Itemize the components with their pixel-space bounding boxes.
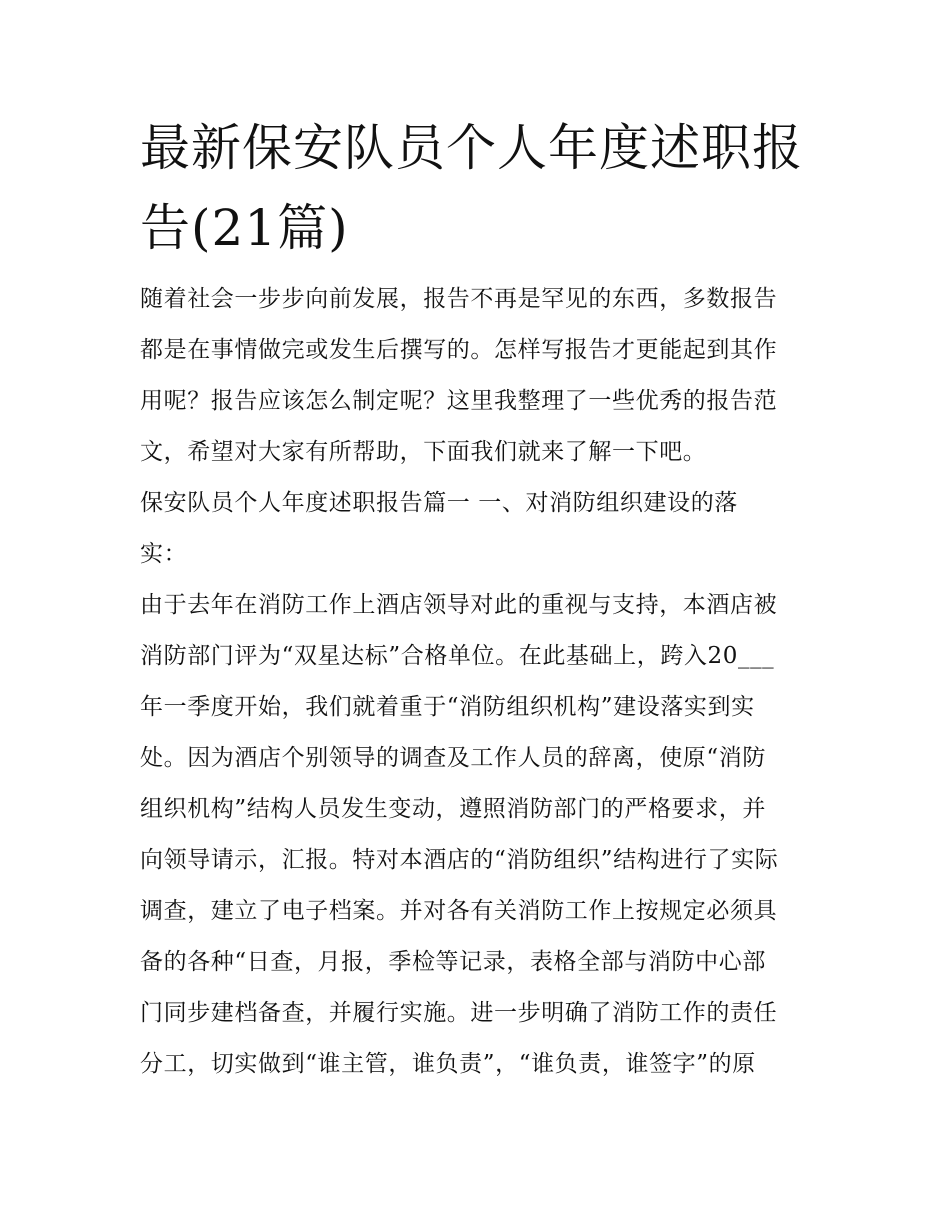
body-line: 年一季度开始，我们就着重于“消防组织机构”建设落实到实 <box>140 694 755 720</box>
body-line: 处。因为酒店个别领导的调查及工作人员的辞离，使原“消防 <box>140 745 766 771</box>
body-line: 调查，建立了电子档案。并对各有关消防工作上按规定必须具 <box>140 898 778 924</box>
body-line: 用呢？报告应该怎么制定呢？这里我整理了一些优秀的报告范 <box>140 388 778 414</box>
body-line: 随着社会一步步向前发展，报告不再是罕见的东西，多数报告 <box>140 286 778 312</box>
body-line: 门同步建档备查，并履行实施。进一步明确了消防工作的责任 <box>140 1000 778 1026</box>
body-line: 文，希望对大家有所帮助，下面我们就来了解一下吧。 <box>140 439 707 465</box>
title-line-1: 最新保安队员个人年度述职报 <box>140 119 803 177</box>
section-heading-line: 实： <box>140 541 188 567</box>
body-line: 向领导请示，汇报。特对本酒店的“消防组织”结构进行了实际 <box>140 847 779 873</box>
body-line: 分工，切实做到“谁主管，谁负责”，“谁负责，谁签字”的原 <box>140 1051 756 1077</box>
body-line: 备的各种“日查，月报，季检等记录，表格全部与消防中心部 <box>140 949 766 975</box>
title-line-2: 告(21篇) <box>140 199 349 257</box>
body-line: 由于去年在消防工作上酒店领导对此的重视与支持，本酒店被 <box>140 592 778 618</box>
body-line: 消防部门评为“双星达标”合格单位。在此基础上，跨入20___ <box>140 643 775 669</box>
body-line: 组织机构”结构人员发生变动，遵照消防部门的严格要求，并 <box>140 796 766 822</box>
section-heading-line: 保安队员个人年度述职报告篇一 一、对消防组织建设的落 <box>140 490 738 516</box>
document-title <box>140 108 820 268</box>
body-line: 都是在事情做完或发生后撰写的。怎样写报告才更能起到其作 <box>140 337 778 363</box>
